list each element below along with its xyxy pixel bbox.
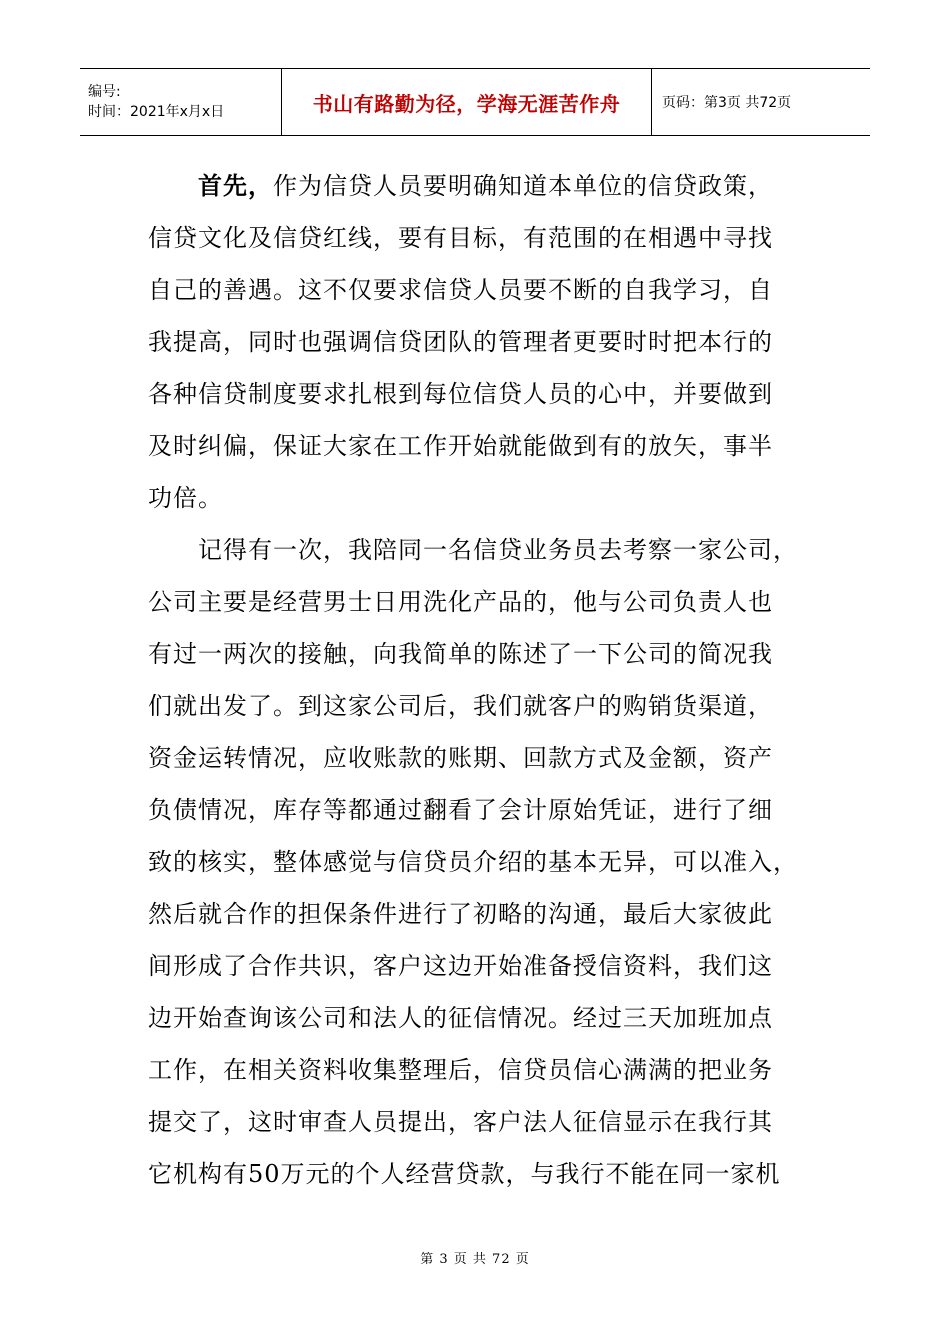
page-footer [0,1248,950,1267]
paragraph-line: 工作，在相关资料收集整理后，信贷员信心满满的把业务 [148,1056,773,1084]
header-motto [282,69,652,135]
document-body [148,160,808,1200]
paragraph-line: 提交了，这时审查人员提出，客户法人征信显示在我行其 [148,1108,773,1136]
paragraph-line: 然后就合作的担保条件进行了初略的沟通，最后大家彼此 [148,900,773,928]
paragraph-line: 信贷文化及信贷红线，要有目标，有范围的在相遇中寻找 [148,224,773,252]
header-meta [80,69,282,135]
paragraph-line: 致的核实，整体感觉与信贷员介绍的基本无异，可以准入， [148,848,798,876]
paragraph-line: 有过一两次的接触，向我简单的陈述了一下公司的简况我 [148,640,773,668]
footer-page-number: 第 3 页 共 72 页 [420,1252,530,1267]
document-header [80,68,870,136]
paragraph-2 [148,524,808,1200]
paragraph-1 [148,160,808,524]
paragraph-line: 间形成了合作共识，客户这边开始准备授信资料，我们这 [148,952,773,980]
paragraph-line: 及时纠偏，保证大家在工作开始就能做到有的放矢，事半 [148,432,773,460]
paragraph-line: 它机构有50万元的个人经营贷款，与我行不能在同一家机 [148,1160,781,1188]
paragraph-line [148,160,808,212]
paragraph-line: 各种信贷制度要求扎根到每位信贷人员的心中，并要做到 [148,380,773,408]
paragraph-line: 记得有一次，我陪同一名信贷业务员去考察一家公司， [198,536,798,564]
paragraph-line: 负债情况，库存等都通过翻看了会计原始凭证，进行了细 [148,796,773,824]
paragraph-line: 功倍。 [148,484,223,512]
paragraph-line: 自己的善遇。这不仅要求信贷人员要不断的自我学习，自 [148,276,773,304]
header-page-info [652,69,870,135]
page-info-text: 页码：第3页 共72页 [662,95,792,111]
paragraph-line: 我提高，同时也强调信贷团队的管理者更要时时把本行的 [148,328,773,356]
paragraph-line: 边开始查询该公司和法人的征信情况。经过三天加班加点 [148,1004,773,1032]
document-date: 时间：2021年x月x日 [88,104,225,120]
paragraph-line: 资金运转情况，应收账款的账期、回款方式及金额，资产 [148,744,773,772]
motto-text: 书山有路勤为径，学海无涯苦作舟 [312,91,621,116]
paragraph-lead: 首先， [198,171,273,200]
document-number-label: 编号: [88,84,121,100]
paragraph-line: 们就出发了。到这家公司后，我们就客户的购销货渠道， [148,692,773,720]
paragraph-line-text: 作为信贷人员要明确知道本单位的信贷政策， [273,172,773,200]
paragraph-line: 公司主要是经营男士日用洗化产品的，他与公司负责人也 [148,588,773,616]
